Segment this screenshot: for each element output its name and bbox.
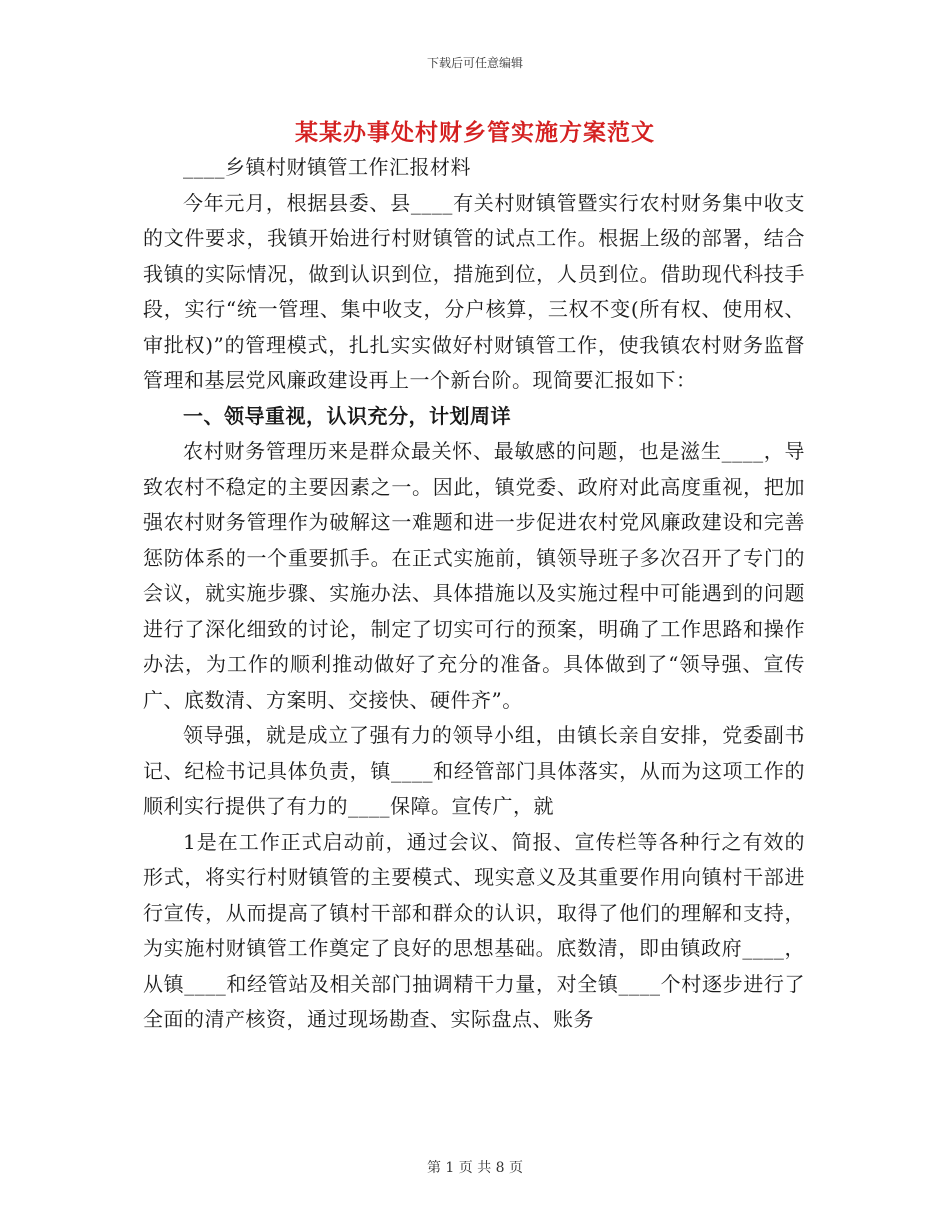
paragraph-leadership: 领导强，就是成立了强有力的领导小组，由镇长亲自安排，党委副书记、纪检书记具体负责，镇____和经管部门具体落实，从而为这项工作的顺利实行提供了有力的____保障。宣传广，就 [143,723,805,818]
report-subtitle: ____乡镇村财镇管工作汇报材料 [183,155,471,179]
document-title: 某某办事处村财乡管实施方案范文 [295,119,655,146]
header-note: 下载后可任意编辑 [426,56,523,70]
page-number: 第 1 页 共 8 页 [426,1160,524,1176]
document-body [143,150,805,1038]
paragraph-section-1: 农村财务管理历来是群众最关怀、最敏感的问题，也是滋生____，导致农村不稳定的主要因素之一。因此，镇党委、政府对此高度重视，把加强农村财务管理作为破解这一难题和进一步促进农村党风廉政建设和完善惩防体系的一个重要抓手。在正式实施前，镇领导班子多次召开了专门的会议，就实施步骤、实施办法、具体措施以及实施过程中可能遇到的问题进行了深化细致的讨论，制定了切实可行的预案，明确了工作思路和操作办法，为工作的顺利推动做好了充分的准备。具体做到了“领导强、宣传广、底数清、方案明、交接快、硬件齐”。 [143,439,805,712]
section-heading-1: 一、领导重视，认识充分，计划周详 [183,403,511,428]
paragraph-intro: 今年元月，根据县委、县____有关村财镇管暨实行农村财务集中收支的文件要求，我镇开始进行村财镇管的试点工作。根据上级的部署，结合我镇的实际情况，做到认识到位，措施到位，人员到位。借助现代科技手段，实行“统一管理、集中收支，分户核算，三权不变(所有权、使用权、审批权)”的管理模式，扎扎实实做好村财镇管工作，使我镇农村财务监督管理和基层党风廉政建设再上一个新台阶。现简要汇报如下： [143,190,805,392]
paragraph-publicity: 1是在工作正式启动前，通过会议、简报、宣传栏等各种行之有效的形式，将实行村财镇管的主要模式、现实意义及其重要作用向镇村干部进行宣传，从而提高了镇村干部和群众的认识，取得了他们的理解和支持，为实施村财镇管工作奠定了良好的思想基础。底数清，即由镇政府____，从镇____和经管站及相关部门抽调精干力量，对全镇____个村逐步进行了全面的清产核资，通过现场勘查、实际盘点、账务 [143,829,805,1031]
